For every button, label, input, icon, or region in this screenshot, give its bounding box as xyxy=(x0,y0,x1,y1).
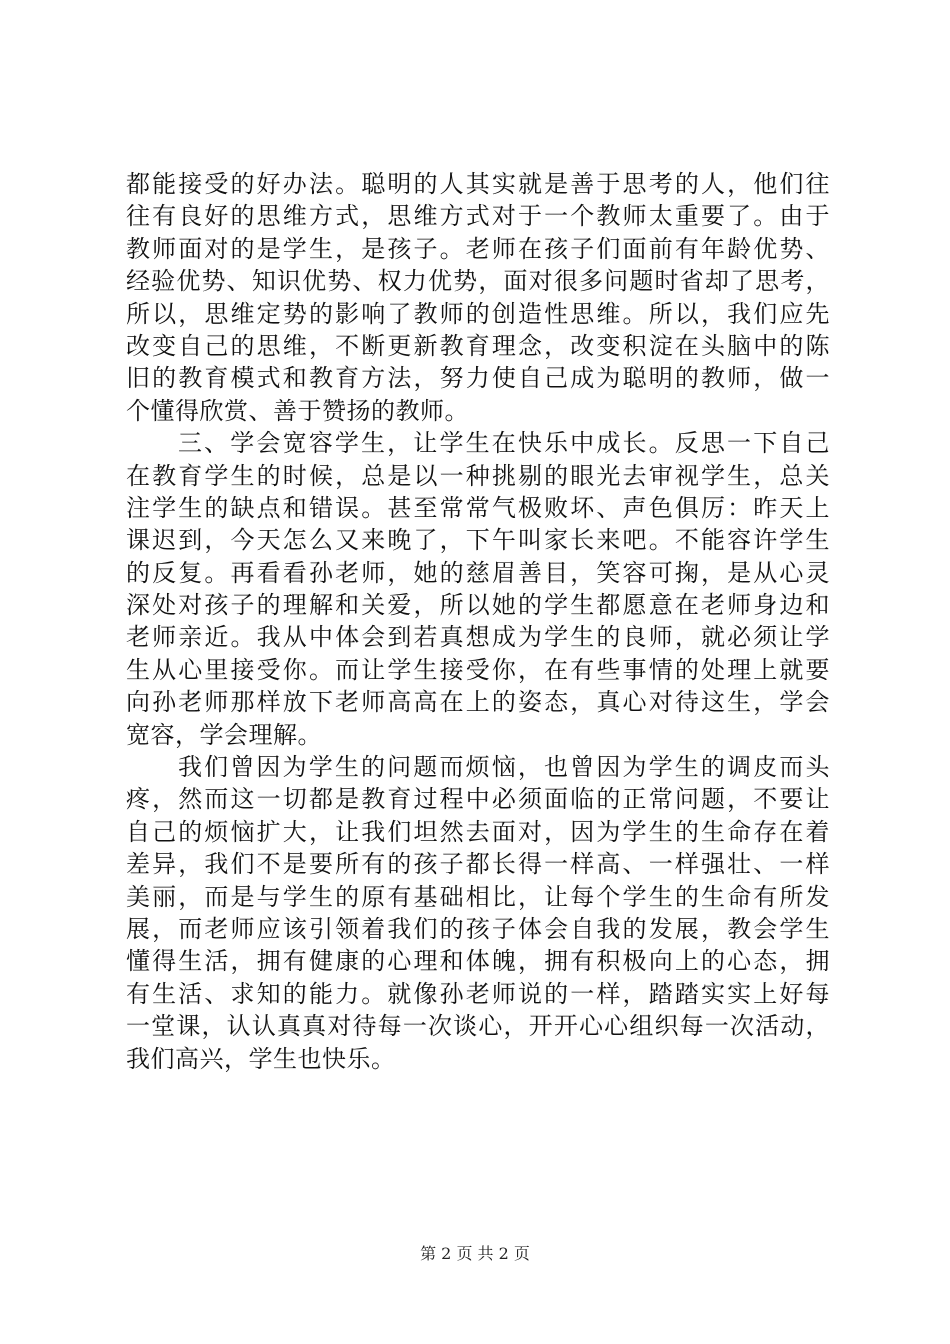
text-line: 自己的烦恼扩大，让我们坦然去面对，因为学生的生命存在着 xyxy=(126,817,830,846)
text-line: 懂得生活，拥有健康的心理和体魄，拥有积极向上的心态，拥 xyxy=(126,947,830,976)
text-line: 宽容，学会理解。 xyxy=(126,720,322,749)
text-line: 美丽，而是与学生的原有基础相比，让每个学生的生命有所发 xyxy=(126,882,830,911)
text-line: 我们高兴，学生也快乐。 xyxy=(126,1044,396,1073)
text-line: 个懂得欣赏、善于赞扬的教师。 xyxy=(126,396,469,425)
paragraph xyxy=(126,427,830,751)
text-line: 有生活、求知的能力。就像孙老师说的一样，踏踏实实上好每 xyxy=(126,979,830,1008)
document-body xyxy=(126,168,830,1075)
text-line: 深处对孩子的理解和关爱，所以她的学生都愿意在老师身边和 xyxy=(126,591,830,620)
paragraph xyxy=(126,168,830,427)
text-line: 都能接受的好办法。聪明的人其实就是善于思考的人，他们往 xyxy=(126,170,830,198)
text-line: 差异，我们不是要所有的孩子都长得一样高、一样强壮、一样 xyxy=(126,850,830,879)
text-line: 课迟到，今天怎么又来晚了，下午叫家长来吧。不能容许学生 xyxy=(126,526,830,555)
text-line: 一堂课，认认真真对待每一次谈心，开开心心组织每一次活动， xyxy=(126,1012,830,1041)
text-line: 注学生的缺点和错误。甚至常常气极败坏、声色俱厉：昨天上 xyxy=(126,493,830,522)
text-line: 生从心里接受你。而让学生接受你，在有些事情的处理上就要 xyxy=(126,655,830,684)
text-line: 在教育学生的时候，总是以一种挑剔的眼光去审视学生，总关 xyxy=(126,461,830,490)
text-line: 三、学会宽容学生，让学生在快乐中成长。反思一下自己 xyxy=(178,429,830,458)
text-line: 旧的教育模式和教育方法，努力使自己成为聪明的教师，做一 xyxy=(126,364,830,393)
text-line: 疼，然而这一切都是教育过程中必须面临的正常问题，不要让 xyxy=(126,785,830,814)
text-line: 向孙老师那样放下老师高高在上的姿态，真心对待这生，学会 xyxy=(126,688,830,717)
text-line: 的反复。再看看孙老师，她的慈眉善目，笑容可掬，是从心灵 xyxy=(126,558,830,587)
text-line: 往有良好的思维方式，思维方式对于一个教师太重要了。由于 xyxy=(126,202,830,231)
text-line: 老师亲近。我从中体会到若真想成为学生的良师，就必须让学 xyxy=(126,623,830,652)
text-line: 我们曾因为学生的问题而烦恼，也曾因为学生的调皮而头 xyxy=(178,753,830,782)
text-line: 经验优势、知识优势、权力优势，面对很多问题时省却了思考， xyxy=(126,267,830,296)
paragraph xyxy=(126,751,830,1075)
text-line: 展，而老师应该引领着我们的孩子体会自我的发展，教会学生 xyxy=(126,914,830,943)
text-line: 改变自己的思维，不断更新教育理念，改变积淀在头脑中的陈 xyxy=(126,331,830,360)
text-line: 教师面对的是学生，是孩子。老师在孩子们面前有年龄优势、 xyxy=(126,234,830,263)
page-footer xyxy=(0,1244,950,1264)
text-line: 所以，思维定势的影响了教师的创造性思维。所以，我们应先 xyxy=(126,299,830,328)
page-number-label: 第 2 页 共 2 页 xyxy=(420,1244,530,1263)
